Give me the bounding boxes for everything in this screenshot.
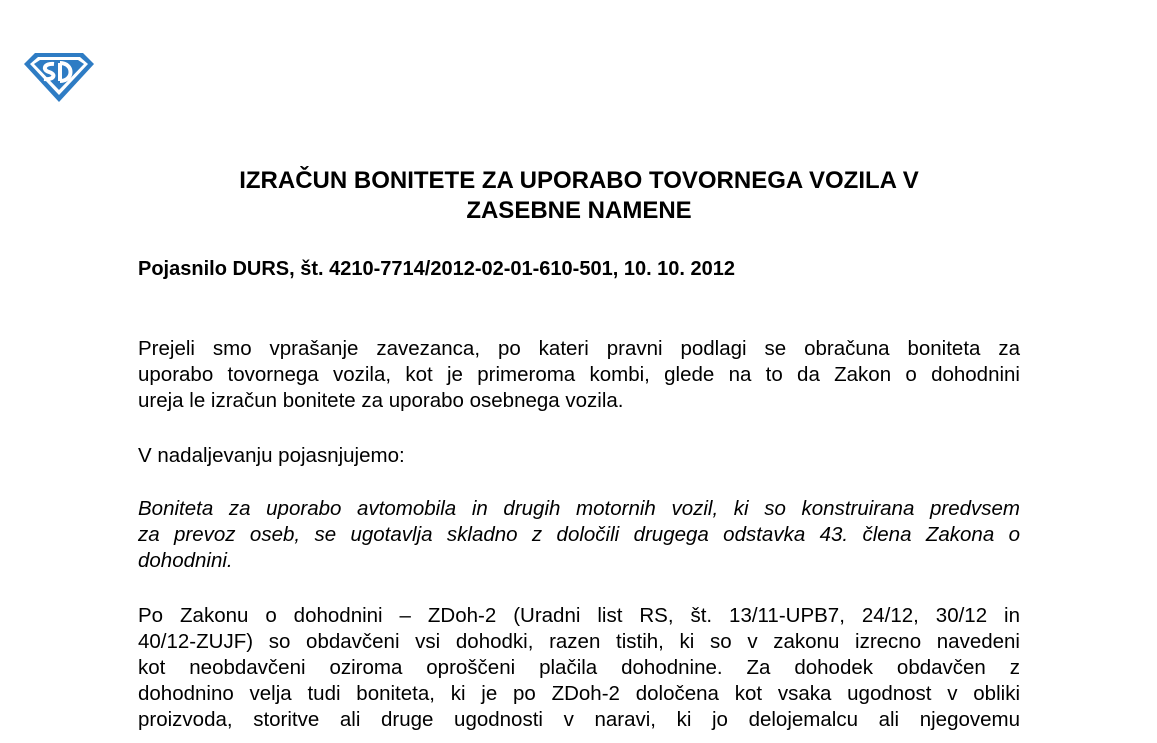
text-line: Po Zakonu o dohodnini – ZDoh-2 (Uradni list RS, št. 13/11-UPB7, 24/12, 30/12 in — [138, 604, 1020, 627]
text-line: za prevoz oseb, se ugotavlja skladno z določili drugega odstavka 43. člena Zakona o — [138, 523, 1020, 546]
text-line: uporabo tovornega vozila, kot je primeroma kombi, glede na to da Zakon o dohodnini — [138, 363, 1020, 386]
text-line: proizvoda, storitve ali druge ugodnosti v naravi, ki jo delojemalcu ali njegovemu — [138, 708, 1020, 731]
sd-logo-icon — [22, 50, 96, 104]
text-line: dohodnini. — [138, 549, 233, 572]
text-line: V nadaljevanju pojasnjujemo: — [138, 444, 405, 467]
paragraph — [138, 443, 1020, 469]
title-line: IZRAČUN BONITETE ZA UPORABO TOVORNEGA VOZILA V — [239, 167, 919, 194]
text-line: kot neobdavčeni oziroma oproščeni plačila dohodnine. Za dohodek obdavčen z — [138, 656, 1020, 679]
text-line: ureja le izračun bonitete za uporabo osebnega vozila. — [138, 389, 624, 412]
text-line: Prejeli smo vprašanje zavezanca, po kateri pravni podlagi se obračuna boniteta za — [138, 337, 1020, 360]
text-line: 40/12-ZUJF) so obdavčeni vsi dohodki, razen tistih, ki so v zakonu izrecno navedeni — [138, 630, 1020, 653]
text-line: Boniteta za uporabo avtomobila in drugih motornih vozil, ki so konstruirana predvsem — [138, 497, 1020, 520]
quoted-paragraph — [138, 496, 1020, 574]
document-subtitle: Pojasnilo DURS, št. 4210-7714/2012-02-01-610-501, 10. 10. 2012 — [138, 258, 736, 280]
paragraph — [138, 336, 1020, 414]
document-title — [138, 166, 1020, 226]
title-line: ZASEBNE NAMENE — [466, 197, 692, 224]
text-line: dohodnino velja tudi boniteta, ki je po ZDoh-2 določena kot vsaka ugodnost v obliki — [138, 682, 1020, 705]
paragraph — [138, 603, 1020, 733]
